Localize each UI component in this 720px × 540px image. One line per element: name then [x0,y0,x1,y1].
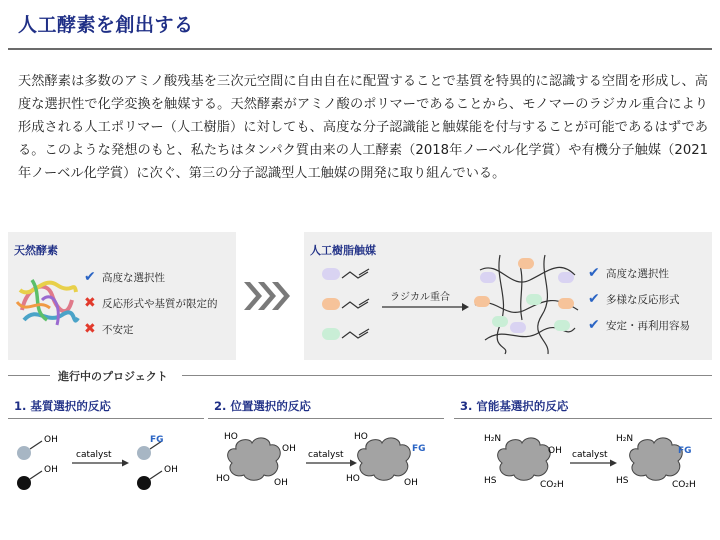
transition-arrows-icon [242,278,294,314]
fg-label: FG [412,444,426,454]
protein-structure-image [12,270,82,334]
page-title: 人工酵素を創出する [18,14,194,36]
project-1-rule [8,418,204,419]
catalyst-label: catalyst [572,450,608,460]
oh-label: OH [44,465,58,475]
catalyst-label: catalyst [76,450,112,460]
projects-heading-row [8,366,712,384]
natural-feature-label: 反応形式や基質が限定的 [102,297,218,310]
catalyst-label: catalyst [308,450,344,460]
project-1-title: 1. 基質選択的反応 [14,399,111,413]
projects-rule-right [182,375,712,376]
substrate-black-dot [17,476,31,490]
project-3-rule [454,418,712,419]
hs-label: HS [616,476,629,486]
co2h-label: CO₂H [672,480,696,490]
substrate-gray-dot [17,446,31,460]
ho-label: HO [216,474,230,484]
title-divider [8,48,712,50]
resin-catalyst-panel [304,232,712,360]
check-icon: ✔ [588,265,600,281]
project-2-rule [208,418,444,419]
substrate-blob [228,438,281,480]
polymer-network-image [470,250,580,356]
oh-label: OH [44,435,58,445]
resin-catalyst-title: 人工樹脂触媒 [310,244,376,257]
polymerization-arrow-icon [380,302,470,312]
natural-feature-item [84,290,218,316]
resin-feature-label: 多様な反応形式 [606,293,680,306]
product-blob [358,438,411,480]
project-1-header [8,398,204,419]
projects-rule-left [8,375,50,376]
project-3-scheme [478,425,712,500]
resin-feature-item [588,312,690,338]
h2n-label: H₂N [484,434,502,444]
natural-feature-label: 不安定 [102,323,134,336]
product-black-dot [137,476,151,490]
resin-feature-item [588,260,690,286]
resin-feature-label: 安定・再利用容易 [606,319,690,332]
resin-feature-label: 高度な選択性 [606,267,669,280]
projects-heading: 進行中のプロジェクト [58,370,168,383]
project-3-header [454,398,712,419]
project-2-scheme [212,425,448,500]
cross-icon: ✖ [84,295,96,311]
hs-label: HS [484,476,497,486]
h2n-label: H₂N [616,434,634,444]
product-gray-dot [137,446,151,460]
oh-label: OH [404,478,418,488]
natural-feature-label: 高度な選択性 [102,271,165,284]
monomer-set-image [318,264,378,348]
check-icon: ✔ [588,317,600,333]
ho-label: HO [224,432,238,442]
substrate-blob [498,438,551,480]
ho-label: HO [346,474,360,484]
resin-feature-list [588,260,690,338]
product-blob [630,438,683,480]
natural-feature-item [84,316,218,342]
oh-label: OH [282,444,296,454]
cross-icon: ✖ [84,321,96,337]
fg-label: FG [150,435,164,445]
natural-feature-list [84,264,218,342]
natural-enzyme-title: 天然酵素 [14,244,58,257]
polymerization-label: ラジカル重合 [390,292,450,303]
co2h-label: CO₂H [540,480,564,490]
ho-label: HO [354,432,368,442]
oh-label: OH [164,465,178,475]
natural-feature-item [84,264,218,290]
fg-label: FG [678,446,692,456]
natural-enzyme-panel [8,232,236,360]
check-icon: ✔ [588,291,600,307]
project-2-title: 2. 位置選択的反応 [214,399,311,413]
check-icon: ✔ [84,269,96,285]
resin-feature-item [588,286,690,312]
oh-label: OH [548,446,562,456]
project-2-header [208,398,444,419]
project-1-scheme [10,425,206,500]
intro-paragraph: 天然酵素は多数のアミノ酸残基を三次元空間に自由自在に配置することで基質を特異的に認識する空間を形成し、高度な選択性で化学変換を触媒する。天然酵素がアミノ酸のポリマーであることから、モノマーのラジカル重合により形成される人工ポリマー（人工樹脂）に対しても、高度な分子認識能と触媒能を付与することが可能であるはずである。このような発想のもと、私たちはタンパク質由来の人工酵素（2018年ノーベル化学賞）や有機分子触媒（2021年ノーベル化学賞）に次ぐ、第三の分子認識型人工触媒の開発に取り組んでいる。 [18,74,708,181]
oh-label: OH [274,478,288,488]
project-3-title: 3. 官能基選択的反応 [460,399,569,413]
